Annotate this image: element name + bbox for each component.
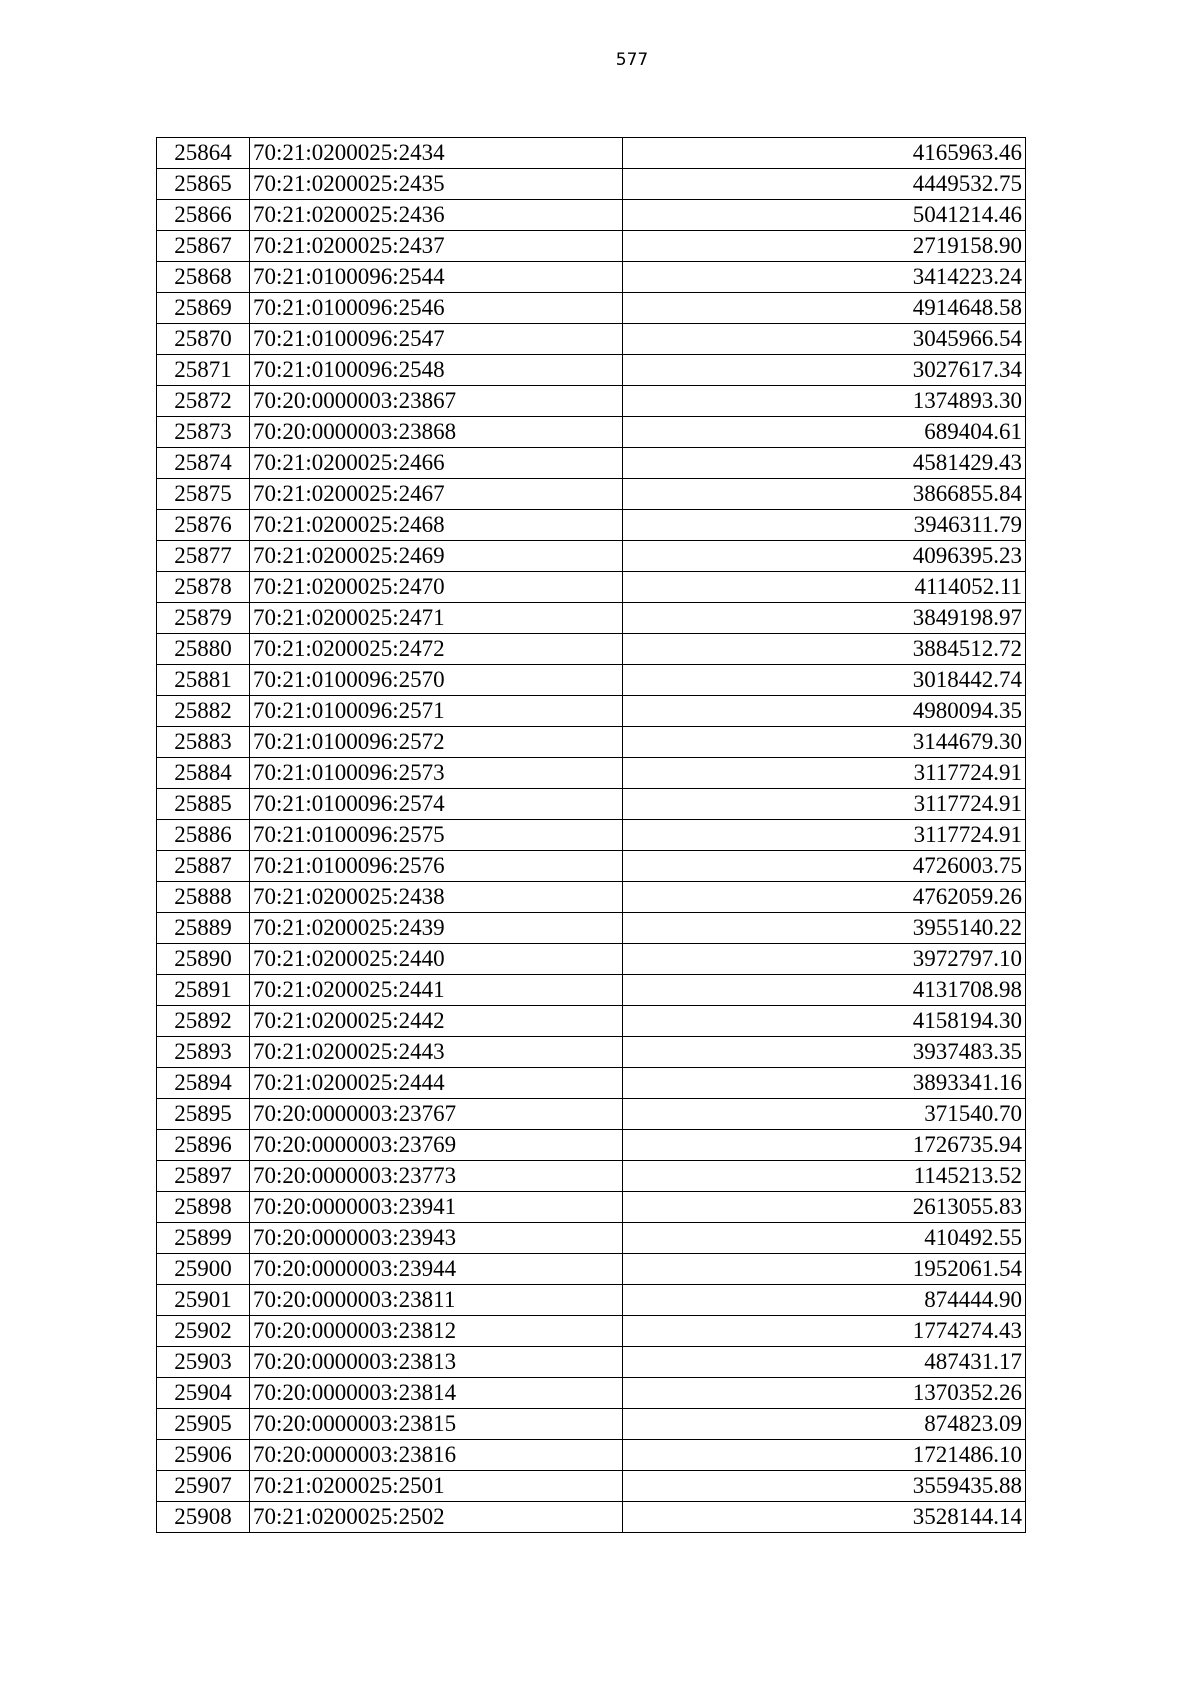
table-row <box>157 1471 1026 1502</box>
cadastral-value-cell: 1374893.30 <box>623 386 1026 417</box>
cadastral-number-cell: 70:21:0100096:2572 <box>250 727 623 758</box>
row-number-cell: 25899 <box>157 1223 250 1254</box>
cadastral-number-cell: 70:21:0100096:2544 <box>250 262 623 293</box>
cadastral-number-cell: 70:21:0100096:2571 <box>250 696 623 727</box>
cadastral-value-cell: 3117724.91 <box>623 820 1026 851</box>
row-number-cell: 25907 <box>157 1471 250 1502</box>
cadastral-number-cell: 70:21:0100096:2574 <box>250 789 623 820</box>
row-number-cell: 25901 <box>157 1285 250 1316</box>
row-number-cell: 25895 <box>157 1099 250 1130</box>
cadastral-number-cell: 70:21:0200025:2441 <box>250 975 623 1006</box>
cadastral-value-cell: 3117724.91 <box>623 789 1026 820</box>
table-row <box>157 1130 1026 1161</box>
table-row <box>157 293 1026 324</box>
table-row <box>157 262 1026 293</box>
row-number-cell: 25888 <box>157 882 250 913</box>
cadastral-number-cell: 70:21:0200025:2468 <box>250 510 623 541</box>
cadastral-number-cell: 70:20:0000003:23773 <box>250 1161 623 1192</box>
cadastral-number-cell: 70:21:0200025:2440 <box>250 944 623 975</box>
table-row <box>157 541 1026 572</box>
cadastral-value-cell: 3972797.10 <box>623 944 1026 975</box>
row-number-cell: 25881 <box>157 665 250 696</box>
table-row <box>157 355 1026 386</box>
table-row <box>157 200 1026 231</box>
row-number-cell: 25865 <box>157 169 250 200</box>
table-row <box>157 169 1026 200</box>
cadastral-number-cell: 70:21:0100096:2548 <box>250 355 623 386</box>
cadastral-value-cell: 4131708.98 <box>623 975 1026 1006</box>
cadastral-number-cell: 70:20:0000003:23816 <box>250 1440 623 1471</box>
table-row <box>157 479 1026 510</box>
row-number-cell: 25874 <box>157 448 250 479</box>
cadastral-number-cell: 70:21:0200025:2439 <box>250 913 623 944</box>
row-number-cell: 25873 <box>157 417 250 448</box>
table-row <box>157 1440 1026 1471</box>
cadastral-number-cell: 70:21:0200025:2442 <box>250 1006 623 1037</box>
cadastral-number-cell: 70:21:0100096:2547 <box>250 324 623 355</box>
row-number-cell: 25871 <box>157 355 250 386</box>
table-row <box>157 1502 1026 1533</box>
cadastral-value-cell: 1370352.26 <box>623 1378 1026 1409</box>
cadastral-value-cell: 487431.17 <box>623 1347 1026 1378</box>
table-row <box>157 603 1026 634</box>
cadastral-number-cell: 70:21:0200025:2444 <box>250 1068 623 1099</box>
cadastral-value-cell: 874444.90 <box>623 1285 1026 1316</box>
row-number-cell: 25905 <box>157 1409 250 1440</box>
table-row <box>157 975 1026 1006</box>
cadastral-number-cell: 70:21:0200025:2471 <box>250 603 623 634</box>
row-number-cell: 25897 <box>157 1161 250 1192</box>
cadastral-number-cell: 70:20:0000003:23813 <box>250 1347 623 1378</box>
cadastral-number-cell: 70:21:0100096:2576 <box>250 851 623 882</box>
cadastral-number-cell: 70:20:0000003:23943 <box>250 1223 623 1254</box>
table-row <box>157 324 1026 355</box>
cadastral-value-cell: 2719158.90 <box>623 231 1026 262</box>
cadastral-number-cell: 70:20:0000003:23811 <box>250 1285 623 1316</box>
row-number-cell: 25896 <box>157 1130 250 1161</box>
row-number-cell: 25908 <box>157 1502 250 1533</box>
table-row <box>157 913 1026 944</box>
table-row <box>157 1006 1026 1037</box>
cadastral-value-cell: 3045966.54 <box>623 324 1026 355</box>
cadastral-number-cell: 70:20:0000003:23941 <box>250 1192 623 1223</box>
cadastral-number-cell: 70:21:0200025:2466 <box>250 448 623 479</box>
cadastral-value-cell: 874823.09 <box>623 1409 1026 1440</box>
row-number-cell: 25890 <box>157 944 250 975</box>
cadastral-number-cell: 70:21:0200025:2472 <box>250 634 623 665</box>
cadastral-number-cell: 70:20:0000003:23867 <box>250 386 623 417</box>
cadastral-number-cell: 70:20:0000003:23868 <box>250 417 623 448</box>
cadastral-value-cell: 3955140.22 <box>623 913 1026 944</box>
row-number-cell: 25880 <box>157 634 250 665</box>
table-row <box>157 727 1026 758</box>
table-body <box>157 138 1026 1533</box>
cadastral-number-cell: 70:21:0200025:2470 <box>250 572 623 603</box>
row-number-cell: 25877 <box>157 541 250 572</box>
row-number-cell: 25864 <box>157 138 250 169</box>
cadastral-value-cell: 3884512.72 <box>623 634 1026 665</box>
table-row <box>157 1068 1026 1099</box>
table-row <box>157 1192 1026 1223</box>
cadastral-value-cell: 3414223.24 <box>623 262 1026 293</box>
cadastral-number-cell: 70:20:0000003:23814 <box>250 1378 623 1409</box>
table-row <box>157 882 1026 913</box>
cadastral-number-cell: 70:21:0200025:2434 <box>250 138 623 169</box>
cadastral-value-cell: 3866855.84 <box>623 479 1026 510</box>
table-row <box>157 665 1026 696</box>
row-number-cell: 25904 <box>157 1378 250 1409</box>
table-row <box>157 758 1026 789</box>
cadastral-number-cell: 70:21:0200025:2443 <box>250 1037 623 1068</box>
cadastral-number-cell: 70:21:0200025:2435 <box>250 169 623 200</box>
cadastral-value-cell: 410492.55 <box>623 1223 1026 1254</box>
cadastral-value-cell: 4114052.11 <box>623 572 1026 603</box>
cadastral-value-cell: 3937483.35 <box>623 1037 1026 1068</box>
cadastral-value-cell: 3946311.79 <box>623 510 1026 541</box>
row-number-cell: 25900 <box>157 1254 250 1285</box>
cadastral-value-cell: 4449532.75 <box>623 169 1026 200</box>
cadastral-value-cell: 1774274.43 <box>623 1316 1026 1347</box>
table-row <box>157 1378 1026 1409</box>
cadastral-number-cell: 70:21:0200025:2501 <box>250 1471 623 1502</box>
row-number-cell: 25885 <box>157 789 250 820</box>
cadastral-number-cell: 70:21:0100096:2573 <box>250 758 623 789</box>
table-row <box>157 386 1026 417</box>
row-number-cell: 25898 <box>157 1192 250 1223</box>
row-number-cell: 25903 <box>157 1347 250 1378</box>
row-number-cell: 25886 <box>157 820 250 851</box>
cadastral-number-cell: 70:21:0200025:2502 <box>250 1502 623 1533</box>
row-number-cell: 25872 <box>157 386 250 417</box>
cadastral-number-cell: 70:20:0000003:23767 <box>250 1099 623 1130</box>
row-number-cell: 25902 <box>157 1316 250 1347</box>
table-row <box>157 696 1026 727</box>
cadastral-number-cell: 70:21:0100096:2546 <box>250 293 623 324</box>
cadastral-value-cell: 1721486.10 <box>623 1440 1026 1471</box>
cadastral-number-cell: 70:21:0100096:2575 <box>250 820 623 851</box>
cadastral-value-cell: 4726003.75 <box>623 851 1026 882</box>
table-row <box>157 1316 1026 1347</box>
row-number-cell: 25882 <box>157 696 250 727</box>
row-number-cell: 25887 <box>157 851 250 882</box>
cadastral-number-cell: 70:20:0000003:23812 <box>250 1316 623 1347</box>
table-row <box>157 1037 1026 1068</box>
cadastral-number-cell: 70:20:0000003:23944 <box>250 1254 623 1285</box>
cadastral-number-cell: 70:20:0000003:23815 <box>250 1409 623 1440</box>
row-number-cell: 25906 <box>157 1440 250 1471</box>
row-number-cell: 25868 <box>157 262 250 293</box>
cadastral-number-cell: 70:21:0200025:2467 <box>250 479 623 510</box>
cadastral-value-cell: 3027617.34 <box>623 355 1026 386</box>
table-row <box>157 1254 1026 1285</box>
row-number-cell: 25893 <box>157 1037 250 1068</box>
cadastral-number-cell: 70:21:0200025:2436 <box>250 200 623 231</box>
cadastral-value-cell: 3893341.16 <box>623 1068 1026 1099</box>
cadastral-value-cell: 3018442.74 <box>623 665 1026 696</box>
cadastral-value-cell: 4914648.58 <box>623 293 1026 324</box>
cadastral-value-cell: 4980094.35 <box>623 696 1026 727</box>
row-number-cell: 25869 <box>157 293 250 324</box>
table-row <box>157 851 1026 882</box>
row-number-cell: 25894 <box>157 1068 250 1099</box>
cadastral-value-cell: 2613055.83 <box>623 1192 1026 1223</box>
table-row <box>157 448 1026 479</box>
cadastral-value-cell: 3559435.88 <box>623 1471 1026 1502</box>
cadastral-value-cell: 1145213.52 <box>623 1161 1026 1192</box>
table-row <box>157 1099 1026 1130</box>
row-number-cell: 25870 <box>157 324 250 355</box>
row-number-cell: 25878 <box>157 572 250 603</box>
cadastral-value-table <box>156 137 1026 1533</box>
cadastral-number-cell: 70:21:0200025:2437 <box>250 231 623 262</box>
row-number-cell: 25876 <box>157 510 250 541</box>
row-number-cell: 25884 <box>157 758 250 789</box>
table-row <box>157 572 1026 603</box>
cadastral-value-cell: 3528144.14 <box>623 1502 1026 1533</box>
cadastral-number-cell: 70:21:0100096:2570 <box>250 665 623 696</box>
cadastral-value-cell: 4158194.30 <box>623 1006 1026 1037</box>
table-row <box>157 1347 1026 1378</box>
row-number-cell: 25867 <box>157 231 250 262</box>
page-number: 577 <box>615 50 649 70</box>
cadastral-value-cell: 4762059.26 <box>623 882 1026 913</box>
cadastral-value-cell: 689404.61 <box>623 417 1026 448</box>
table-row <box>157 1285 1026 1316</box>
cadastral-value-cell: 5041214.46 <box>623 200 1026 231</box>
table-row <box>157 944 1026 975</box>
table-row <box>157 789 1026 820</box>
row-number-cell: 25889 <box>157 913 250 944</box>
row-number-cell: 25891 <box>157 975 250 1006</box>
table-row <box>157 1223 1026 1254</box>
cadastral-value-cell: 4165963.46 <box>623 138 1026 169</box>
cadastral-value-cell: 371540.70 <box>623 1099 1026 1130</box>
row-number-cell: 25892 <box>157 1006 250 1037</box>
cadastral-number-cell: 70:20:0000003:23769 <box>250 1130 623 1161</box>
table-row <box>157 510 1026 541</box>
cadastral-value-cell: 4581429.43 <box>623 448 1026 479</box>
table-row <box>157 1409 1026 1440</box>
table-row <box>157 1161 1026 1192</box>
table-row <box>157 231 1026 262</box>
row-number-cell: 25866 <box>157 200 250 231</box>
cadastral-value-cell: 4096395.23 <box>623 541 1026 572</box>
row-number-cell: 25875 <box>157 479 250 510</box>
cadastral-value-cell: 3144679.30 <box>623 727 1026 758</box>
cadastral-value-cell: 3117724.91 <box>623 758 1026 789</box>
table-row <box>157 417 1026 448</box>
table-row <box>157 634 1026 665</box>
cadastral-value-cell: 1726735.94 <box>623 1130 1026 1161</box>
cadastral-number-cell: 70:21:0200025:2438 <box>250 882 623 913</box>
table-row <box>157 138 1026 169</box>
cadastral-value-cell: 1952061.54 <box>623 1254 1026 1285</box>
row-number-cell: 25879 <box>157 603 250 634</box>
cadastral-value-cell: 3849198.97 <box>623 603 1026 634</box>
table-row <box>157 820 1026 851</box>
cadastral-number-cell: 70:21:0200025:2469 <box>250 541 623 572</box>
row-number-cell: 25883 <box>157 727 250 758</box>
